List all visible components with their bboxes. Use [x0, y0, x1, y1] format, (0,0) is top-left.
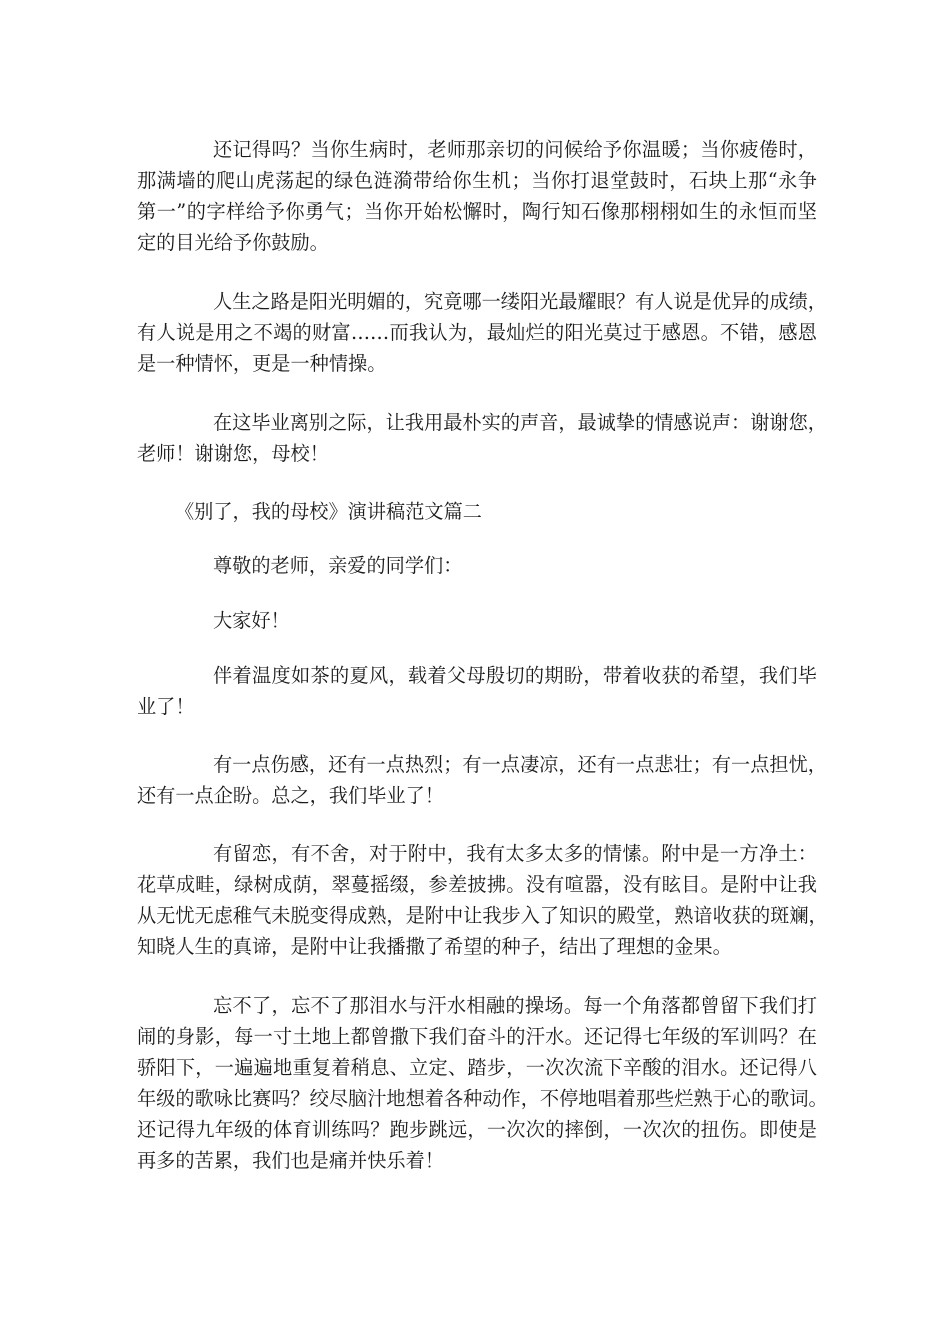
section-heading: 《别了，我的母校》演讲稿范文篇二 — [175, 500, 482, 523]
paragraph-line: 有人说是用之不竭的财富……而我认为，最灿烂的阳光莫过于感恩。不错，感恩 — [137, 321, 817, 344]
paragraph-line: 有一点伤感，还有一点热烈；有一点凄凉，还有一点悲壮；有一点担忧， — [213, 753, 827, 776]
paragraph-line: 从无忧无虑稚气未脱变得成熟，是附中让我步入了知识的殿堂，熟谙收获的斑斓， — [137, 904, 828, 927]
paragraph-line: 还有一点企盼。总之，我们毕业了！ — [137, 784, 444, 807]
paragraph-feelings — [137, 749, 827, 811]
paragraph-line: 花草成畦，绿树成荫，翠蔓摇缀，参差披拂。没有喧嚣，没有眩目。是附中让我 — [137, 873, 817, 896]
paragraph-line: 年级的歌咏比赛吗？绞尽脑汁地想着各种动作，不停地唱着那些烂熟于心的歌词。 — [137, 1087, 828, 1110]
paragraph-line: 尊敬的老师，亲爱的同学们： — [213, 554, 463, 577]
paragraph-line: 有留恋，有不舍，对于附中，我有太多太多的情愫。附中是一方净土： — [213, 842, 817, 865]
paragraph-line: 骄阳下，一遍遍地重复着稍息、立定、踏步，一次次流下辛酸的泪水。还记得八 — [137, 1056, 817, 1079]
paragraph-line: 那满墙的爬山虎荡起的绿色涟漪带给你生机；当你打退堂鼓时，石块上那“永争 — [137, 169, 817, 192]
paragraph-line: 业了！ — [137, 695, 195, 718]
paragraph-gratitude — [137, 286, 827, 379]
paragraph-line: 还记得九年级的体育训练吗？跑步跳远，一次次的摔倒，一次次的扭伤。即使是 — [137, 1118, 817, 1141]
paragraph-line: 知晓人生的真谛，是附中让我播撒了希望的种子，结出了理想的金果。 — [137, 935, 732, 958]
paragraph-line: 第一”的字样给予你勇气；当你开始松懈时，陶行知石像那栩栩如生的永恒而坚 — [137, 200, 817, 223]
paragraph-line: 是一种情怀，更是一种情操。 — [137, 352, 387, 375]
paragraph-school — [137, 838, 828, 962]
paragraph-line: 大家好！ — [213, 609, 290, 632]
paragraph-line: 伴着温度如茶的夏风，载着父母殷切的期盼，带着收获的希望，我们毕 — [213, 664, 817, 687]
paragraph-line: 老师！谢谢您，母校！ — [137, 442, 329, 465]
paragraph-line: 定的目光给予你鼓励。 — [137, 231, 329, 254]
paragraph-line: 忘不了，忘不了那泪水与汗水相融的操场。每一个角落都曾留下我们打 — [213, 994, 817, 1017]
paragraph-greeting — [137, 605, 817, 636]
paragraph-line: 再多的苦累，我们也是痛并快乐着！ — [137, 1149, 444, 1172]
paragraph-thanks — [137, 407, 827, 469]
paragraph-graduation — [137, 660, 817, 722]
paragraph-memories — [137, 134, 817, 258]
paragraph-line: 人生之路是阳光明媚的，究竟哪一缕阳光最耀眼？有人说是优异的成绩， — [213, 290, 827, 313]
paragraph-salutation — [137, 550, 817, 581]
paragraph-playground — [137, 990, 828, 1176]
paragraph-line: 在这毕业离别之际，让我用最朴实的声音，最诚挚的情感说声：谢谢您， — [213, 411, 827, 434]
paragraph-line: 闹的身影，每一寸土地上都曾撒下我们奋斗的汗水。还记得七年级的军训吗？在 — [137, 1025, 817, 1048]
paragraph-line: 还记得吗？当你生病时，老师那亲切的问候给予你温暖；当你疲倦时， — [213, 138, 817, 161]
